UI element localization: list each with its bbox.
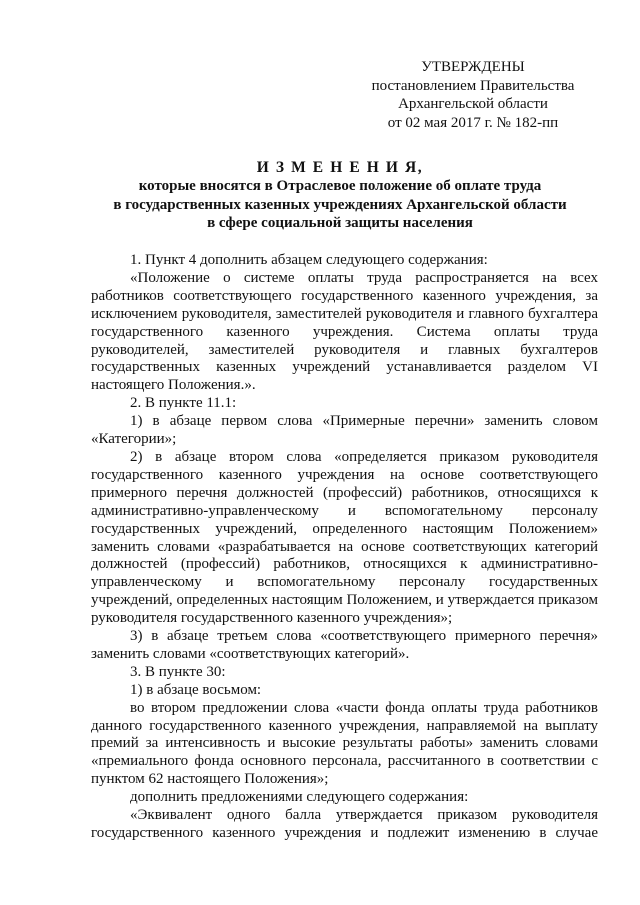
approval-line: постановлением Правительства [371,77,575,94]
paragraph: 1. Пункт 4 дополнить абзацем следующего содержания: [130,252,488,268]
paragraph: 2) в абзаце втором слова «определяется приказом руководителя государственного казенного учреждения на основе соответствующего примерного перечня должностей (профессий) работников, относящихся к административно-управленческому и вспомогательному персоналу государственных учреждений, определенного настоящим Положением» заменить словами «разрабатывается на основе соответствующих категорий должностей (профессий) работников, относящихся к административно-управленческому и вспомогательному персоналу государственных учреждений, определенных настоящим Положением, и утверждается приказом руководителя государственного казенного учреждения»; [91,448,598,627]
document-body [91,252,598,843]
title-line: которые вносятся в Отраслевое положение об оплате труда [138,178,542,195]
paragraph: во втором предложении слова «части фонда оплаты труда работников данного государственного казенного учреждения, направляемой на выплату премий за интенсивность и высокие результаты работы» заменить словами «премиального фонда основного персонала, рассчитанного в соответствии с пунктом 62 настоящего Положения»; [91,699,598,788]
paragraph: 1) в абзаце восьмом: [130,681,262,698]
paragraph: 3) в абзаце третьем слова «соответствующего примерного перечня» заменить словами «соответствующих категорий». [91,628,598,662]
paragraph: дополнить предложениями следующего содержания: [130,789,469,806]
document-title [80,159,600,233]
title-line: в сфере социальной защиты населения [207,215,473,232]
title-heading: И З М Е Н Е Н И Я, [256,159,424,176]
title-line: в государственных казенных учреждениях Архангельской области [113,196,567,213]
paragraph: «Эквивалент одного балла утверждается приказом руководителя государственного казенного учреждения и подлежит изменению в случае [91,807,598,841]
approval-heading: УТВЕРЖДЕНЫ [421,59,525,75]
paragraph: 2. В пункте 11.1: [130,395,237,412]
approval-stamp [362,58,584,133]
approval-date: от 02 мая 2017 г. № 182-пп [387,115,559,132]
paragraph: «Положение о системе оплаты труда распространяется на всех работников соответствующего государственного казенного учреждения, за исключением руководителя, заместителей руководителя и главного бухгалтера государственного казенного учреждения. Система оплаты труда руководителей, заместителей руководителя и главных бухгалтеров государственных казенных учреждений устанавливается разделом VI настоящего Положения.». [91,269,598,394]
paragraph: 3. В пункте 30: [130,663,226,680]
paragraph: 1) в абзаце первом слова «Примерные перечни» заменить словом «Категории»; [91,413,598,448]
approval-line: Архангельской области [398,96,548,113]
